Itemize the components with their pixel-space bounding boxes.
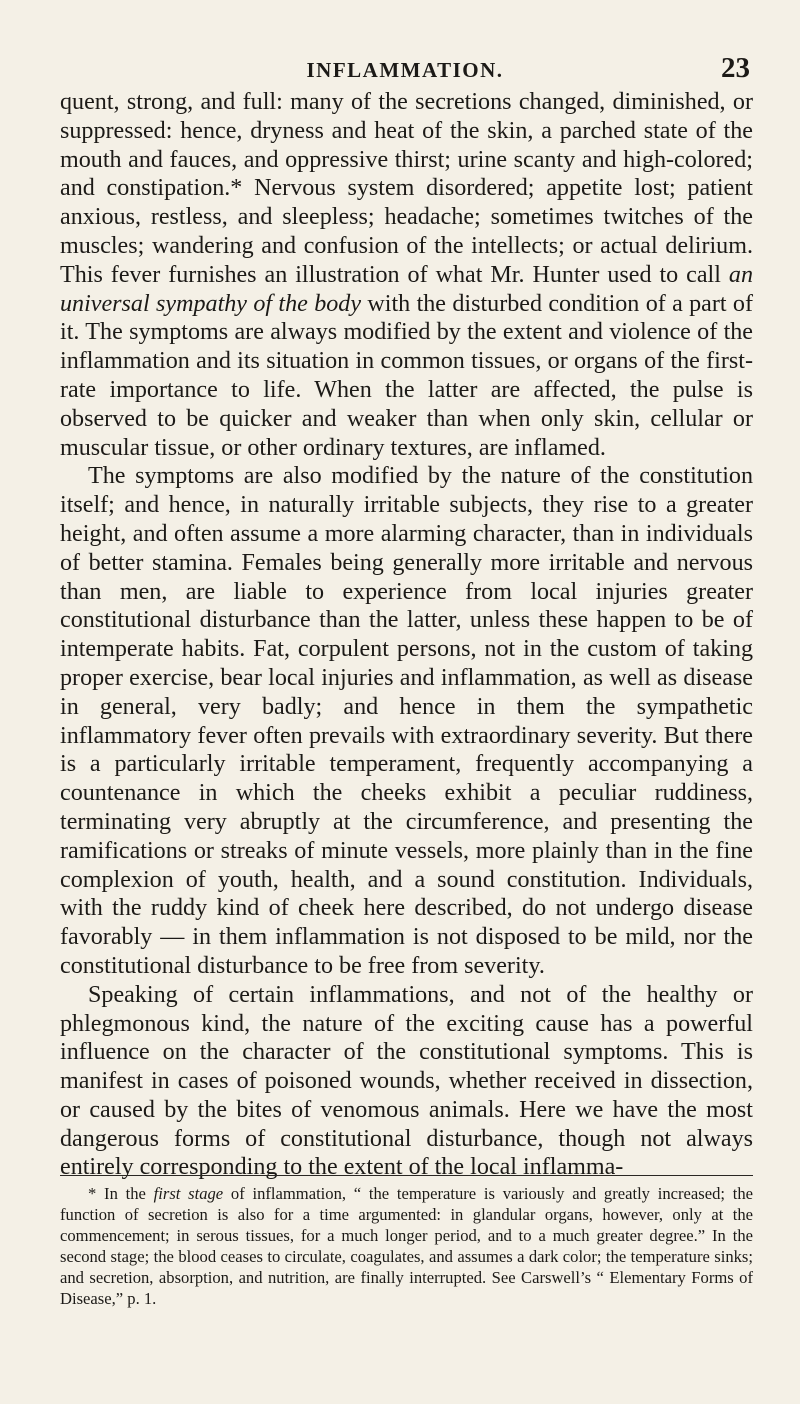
page-number: 23: [721, 52, 750, 84]
running-head: INFLAMMATION.: [306, 58, 504, 82]
paragraph-1-italic: an universal sympathy of the body: [60, 261, 753, 317]
footnote-italic: first stage: [153, 1184, 224, 1203]
paragraph-1-end: with the disturbed condition of a part of it. The symptoms are always modified by the extent and violence of the inflammation and its situation in common tissues, or organs of the first-rate importance to life. When the latter are affected, the pulse is observed to be quicker and weaker than when only skin, cellular or muscular tissue, or other ordinary textures, are inflamed.: [60, 290, 754, 461]
footnote-text: of inflammation, “ the temperature is variously and greatly increased; the function of secretion is also for a time argumented: in glandular organs, however, only at the commencement; in serous tissues, for a much longer period, and to a much greater degree.” In the second stage; the blood ceases to circulate, coagulates, and assumes a dark color; the temperature sinks; and secretion, absorption, and nutrition, are finally interrupted. See Carswell’s “ Elementary Forms of Disease,” p. 1.: [60, 1184, 753, 1308]
body-text: [60, 88, 753, 1182]
footnote-lead: * In the: [88, 1184, 146, 1203]
page-header: [60, 52, 750, 88]
paragraph-1: [60, 88, 753, 462]
footnote: [60, 1183, 753, 1309]
paragraph-1-text: quent, strong, and full: many of the secretions changed, diminished, or suppressed: hence, dryness and heat of the skin, a parched state of the mouth and fauces, and oppressive thirst; urine scanty and high-colored; and constipation.* Nervous system disordered; appetite lost; patient anxious, restless, and sleepless; headache; sometimes twitches of the muscles; wandering and confusion of the intellects; or actual delirium. This fever furnishes an illustration of what Mr. Hunter used to call: [60, 89, 753, 288]
paragraph-3: Speaking of certain inflammations, and not of the healthy or phlegmonous kind, the nature of the exciting cause has a powerful influence on the character of the constitutional symptoms. This is manifest in cases of poisoned wounds, whether received in dissection, or caused by the bites of venomous animals. Here we have the most dangerous forms of constitutional disturbance, though not always entirely corresponding to the extent of the local inflamma-: [60, 981, 753, 1181]
paragraph-2: The symptoms are also modified by the nature of the constitution itself; and hence, in naturally irritable subjects, they rise to a greater height, and often assume a more alarming character, than in individuals of better stamina. Females being generally more irritable and nervous than men, are liable to experience from local injuries greater constitutional disturbance than the latter, unless these happen to be of intemperate habits. Fat, corpulent persons, not in the custom of taking proper exercise, bear local injuries and inflammation, as well as disease in general, very badly; and hence in them the sympathetic inflammatory fever often prevails with extraordinary severity. But there is a particularly irritable temperament, frequently accompanying a countenance in which the cheeks exhibit a peculiar ruddiness, terminating very abruptly at the circumference, and presenting the ramifications or streaks of minute vessels, more plainly than in the fine complexion of youth, health, and a sound constitution. Individuals, with the ruddy kind of cheek here described, do not undergo disease favorably — in them inflammation is not disposed to be mild, nor the constitutional disturbance to be free from severity.: [60, 463, 753, 979]
footnote-rule: [60, 1175, 753, 1177]
footnote-paragraph: [60, 1183, 753, 1309]
